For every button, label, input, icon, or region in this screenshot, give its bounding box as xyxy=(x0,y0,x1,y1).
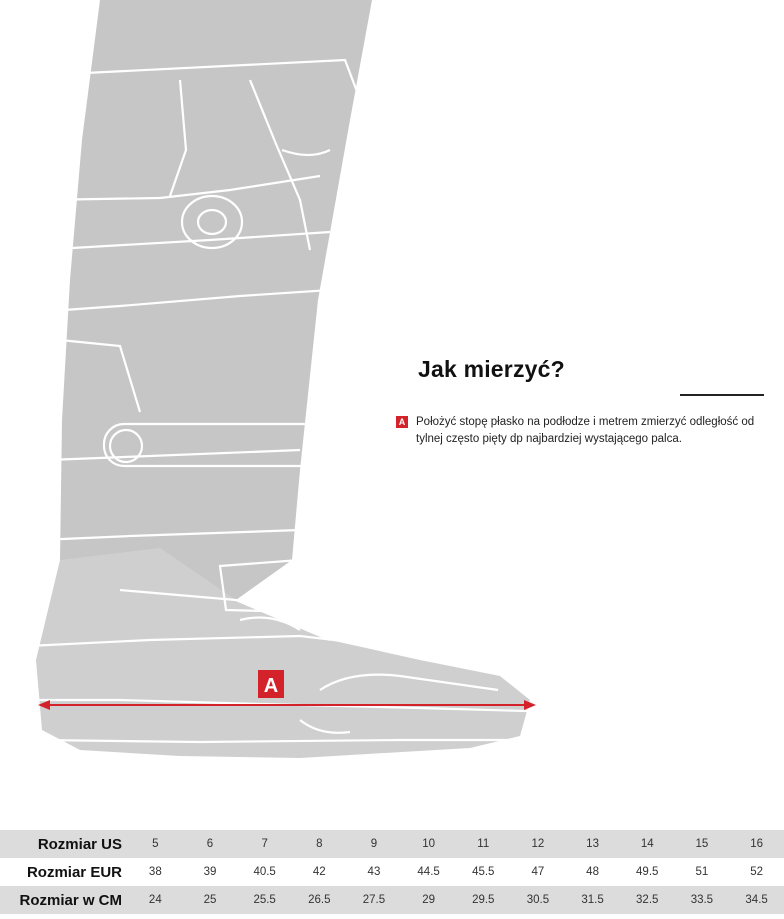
size-cell: 30.5 xyxy=(526,894,550,906)
size-cell: 10 xyxy=(422,838,435,850)
size-cell: 11 xyxy=(477,838,490,850)
size-cell: 27.5 xyxy=(362,894,386,906)
size-cell: 6 xyxy=(206,838,214,850)
size-cell: 45.5 xyxy=(472,866,495,878)
size-cell: 33.5 xyxy=(690,894,714,906)
size-row xyxy=(0,886,784,914)
size-cell: 24 xyxy=(148,894,162,906)
size-row-label: Rozmiar w CM xyxy=(19,891,122,909)
size-cell: 42 xyxy=(312,866,326,878)
size-cell: 44.5 xyxy=(417,866,440,878)
size-cell: 25.5 xyxy=(253,894,276,906)
size-cell: 5 xyxy=(152,838,159,850)
size-cell: 26.5 xyxy=(308,894,331,906)
size-cell: 9 xyxy=(370,838,378,850)
measure-instruction xyxy=(396,414,756,448)
size-row-label: Rozmiar US xyxy=(37,835,122,853)
size-cell: 34.5 xyxy=(745,894,768,906)
size-cell: 8 xyxy=(316,838,323,850)
title-underline xyxy=(680,394,764,396)
size-cell: 31.5 xyxy=(581,894,604,906)
size-cell: 7 xyxy=(261,838,268,850)
size-cell: 12 xyxy=(531,838,545,850)
marker-a xyxy=(258,670,284,698)
size-cell: 40.5 xyxy=(253,866,276,878)
size-cell: 49.5 xyxy=(636,866,659,878)
size-cell: 32.5 xyxy=(636,894,659,906)
size-cell: 51 xyxy=(695,866,709,878)
size-cell: 29 xyxy=(422,894,435,906)
size-row xyxy=(0,830,784,858)
size-cell: 25 xyxy=(203,894,217,906)
size-cell: 43 xyxy=(367,866,381,878)
measure-info xyxy=(398,356,758,445)
size-cell: 16 xyxy=(750,838,763,850)
size-cell: 13 xyxy=(586,838,599,850)
size-cell: 14 xyxy=(640,838,654,850)
badge-a: A xyxy=(396,416,408,428)
size-table xyxy=(0,830,784,914)
size-cell: 15 xyxy=(695,838,709,850)
size-row-label: Rozmiar EUR xyxy=(26,863,122,881)
size-row xyxy=(0,858,784,886)
size-cell: 29.5 xyxy=(472,894,495,906)
measure-title: Jak mierzyć? xyxy=(418,356,565,382)
marker-a-label: A xyxy=(263,675,279,697)
size-cell: 38 xyxy=(148,866,162,878)
instruction-text: Położyć stopę płasko na podłodze i metrem zmierzyć odległość od tylnej często pięty dp najbardziej wystającego palca. xyxy=(416,416,755,445)
size-cell: 39 xyxy=(203,866,217,878)
size-cell: 48 xyxy=(586,866,599,878)
size-cell: 47 xyxy=(531,866,545,878)
size-cell: 52 xyxy=(750,866,763,878)
foot-silhouette xyxy=(36,548,530,758)
